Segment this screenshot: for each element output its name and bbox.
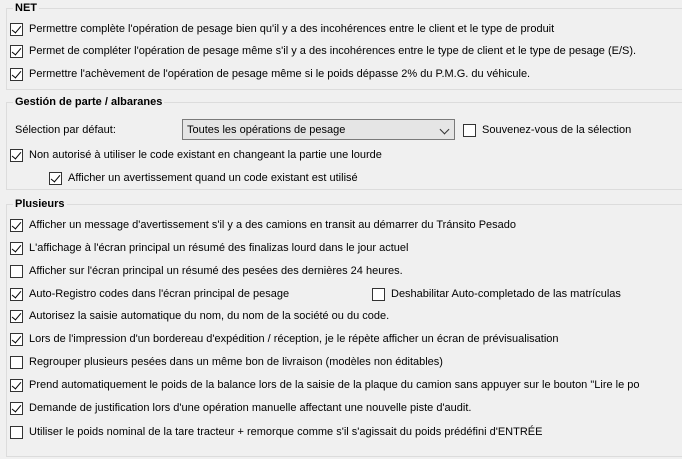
deshabilitar-autocomplete[interactable] (372, 286, 621, 302)
plusieurs-option-6-label: Lors de l'impression d'un bordereau d'expédition / réception, je le répète afficher un écran de prévisualisation (29, 333, 559, 345)
checkbox-checked[interactable] (10, 310, 23, 323)
plusieurs-option-9-label: Demande de justification lors d'une opération manuelle affectant une nouvelle piste d'audit. (29, 402, 472, 414)
remember-selection[interactable] (463, 122, 631, 138)
net-option-1[interactable] (10, 21, 554, 37)
plusieurs-option-3[interactable] (10, 263, 403, 279)
plusieurs-option-8[interactable] (10, 377, 640, 393)
not-allowed-existing-code[interactable] (10, 147, 382, 163)
checkbox-checked[interactable] (10, 149, 23, 162)
checkbox[interactable] (463, 124, 476, 137)
checkbox-checked[interactable] (10, 45, 23, 58)
net-option-1-label: Permettre complète l'opération de pesage bien qu'il y a des incohérences entre le client et le type de produit (29, 23, 555, 35)
selection-dropdown-value: Toutes les opérations de pesage (187, 123, 346, 136)
not-allowed-existing-code-label: Non autorisé à utiliser le code existant en changeant la partie une lourde (29, 149, 382, 161)
plusieurs-option-2-label: L'affichage à l'écran principal un résumé des finalizas lourd dans le jour actuel (29, 242, 409, 254)
checkbox-checked[interactable] (10, 288, 23, 301)
checkbox[interactable] (10, 265, 23, 278)
checkbox-checked[interactable] (10, 379, 23, 392)
plusieurs-option-6[interactable] (10, 331, 559, 347)
plusieurs-option-1[interactable] (10, 217, 516, 233)
checkbox-checked[interactable] (10, 242, 23, 255)
plusieurs-option-10-label: Utiliser le poids nominal de la tare tracteur + remorque comme s'il s'agissait du poids prédéfini d'ENTRÉE (29, 426, 543, 438)
checkbox-checked[interactable] (10, 219, 23, 232)
remember-selection-label: Souvenez-vous de la sélection (482, 124, 632, 136)
plusieurs-option-7-label: Regrouper plusieurs pesées dans un même bon de livraison (modèles non éditables) (29, 356, 443, 368)
plusieurs-option-4-label: Auto-Registro codes dans l'écran principal de pesage (29, 288, 290, 300)
plusieurs-group-title: Plusieurs (15, 198, 65, 210)
net-option-3-label: Permettre l'achèvement de l'opération de pesage même si le poids dépasse 2% du P.M.G. du véhicule. (29, 68, 531, 80)
net-option-2[interactable] (10, 43, 636, 59)
checkbox-checked[interactable] (10, 68, 23, 81)
gestion-group-title: Gestión de parte / albaranes (15, 96, 163, 108)
chevron-down-icon (440, 125, 450, 135)
plusieurs-option-5[interactable] (10, 308, 389, 324)
net-option-2-label: Permet de compléter l'opération de pesage même s'il y a des incohérences entre le type de client et le type de pesage (E/S). (29, 45, 637, 57)
plusieurs-option-8-label: Prend automatiquement le poids de la balance lors de la saisie de la plaque du camion sans appuyer sur le bouton "Lire le po (29, 379, 640, 391)
plusieurs-option-1-label: Afficher un message d'avertissement s'il y a des camions en transit au démarrer du Tránsito Pesado (29, 219, 517, 231)
selection-label: Sélection par défaut: (15, 124, 116, 136)
plusieurs-option-5-label: Autorisez la saisie automatique du nom, du nom de la société ou du code. (29, 310, 390, 322)
net-option-3[interactable] (10, 66, 530, 82)
checkbox-checked[interactable] (10, 402, 23, 415)
plusieurs-option-7[interactable] (10, 354, 443, 370)
checkbox[interactable] (10, 356, 23, 369)
checkbox-checked[interactable] (10, 23, 23, 36)
checkbox[interactable] (10, 426, 23, 439)
plusieurs-option-9[interactable] (10, 400, 471, 416)
checkbox-checked[interactable] (10, 333, 23, 346)
checkbox-checked[interactable] (49, 172, 62, 185)
show-warning-existing-code-label: Afficher un avertissement quand un code existant est utilisé (68, 172, 358, 184)
plusieurs-option-2[interactable] (10, 240, 408, 256)
deshabilitar-autocomplete-label: Deshabilitar Auto-completado de las matrículas (391, 288, 621, 300)
plusieurs-option-4[interactable] (10, 286, 289, 302)
plusieurs-option-10[interactable] (10, 424, 542, 440)
plusieurs-option-3-label: Afficher sur l'écran principal un résumé des pesées des dernières 24 heures. (29, 265, 403, 277)
net-group-title: NET (15, 2, 37, 14)
selection-dropdown[interactable] (182, 119, 455, 140)
show-warning-existing-code[interactable] (49, 170, 358, 186)
checkbox[interactable] (372, 288, 385, 301)
